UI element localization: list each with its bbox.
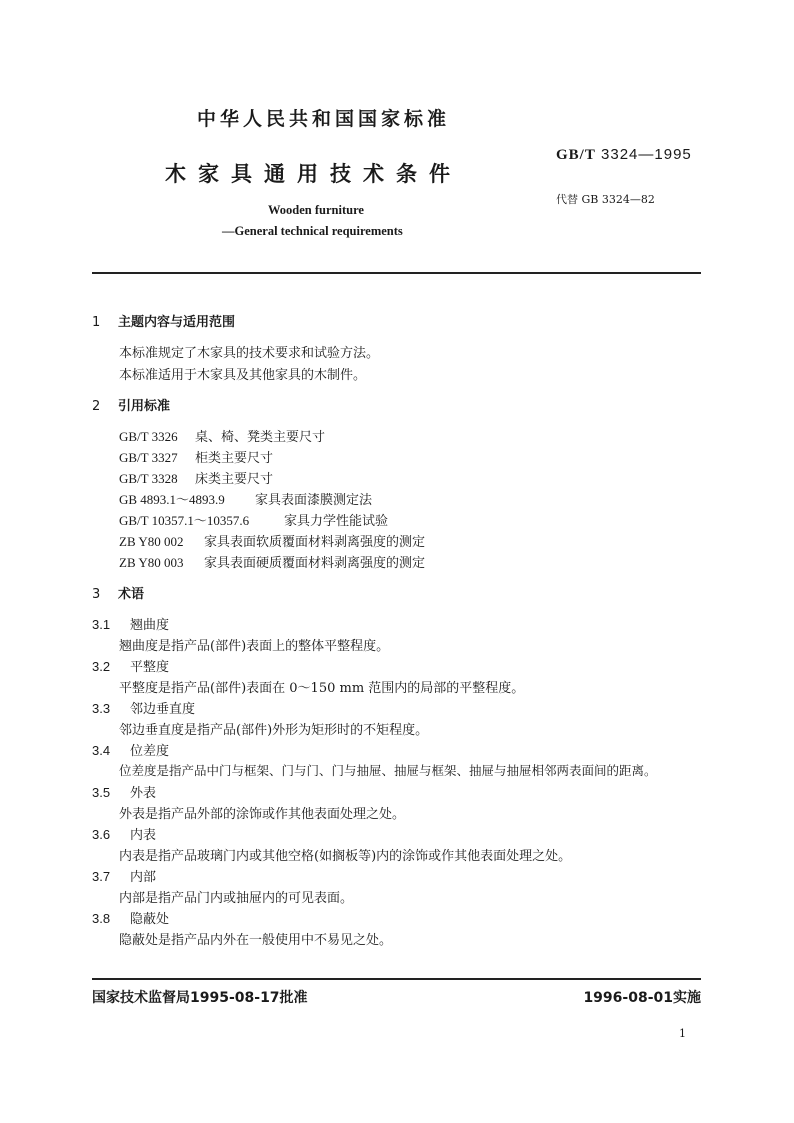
reference-title: 家具表面漆膜测定法: [255, 493, 373, 508]
reference-item: [119, 489, 372, 508]
term-number: 3.6: [92, 827, 111, 842]
term-definition: 内部是指产品门内或抽屉内的可见表面。: [119, 891, 354, 906]
standard-code-prefix: GB/T: [556, 147, 596, 163]
term-number: 3.5: [92, 785, 111, 800]
term-heading: [92, 782, 156, 801]
reference-code: GB/T 3327: [119, 450, 178, 465]
header-divider: [92, 272, 701, 274]
term-name: 外表: [130, 786, 157, 801]
section-title: 术语: [118, 587, 145, 602]
reference-code: ZB Y80 002: [119, 534, 184, 549]
section-number: 1: [92, 315, 101, 330]
term-name: 翘曲度: [130, 618, 170, 633]
section-title: 引用标准: [118, 399, 171, 414]
term-number: 3.7: [92, 869, 111, 884]
term-definition: 外表是指产品外部的涂饰或作其他表面处理之处。: [119, 807, 406, 822]
term-definition: 邻边垂直度是指产品(部件)外形为矩形时的不矩程度。: [119, 723, 429, 738]
term-name: 位差度: [130, 744, 170, 759]
reference-item: [119, 426, 325, 445]
reference-item: [119, 531, 425, 550]
term-heading: [92, 866, 156, 885]
reference-code: GB 4893.1～4893.9: [119, 492, 225, 507]
term-definition: 翘曲度是指产品(部件)表面上的整体平整程度。: [119, 639, 390, 654]
reference-item: [119, 552, 425, 571]
reference-code: GB/T 3326: [119, 429, 178, 444]
reference-item: [119, 447, 273, 466]
term-name: 平整度: [130, 660, 170, 675]
document-title: 木家具通用技术条件: [165, 162, 462, 186]
section-heading: [92, 395, 170, 414]
reference-title: 床类主要尺寸: [195, 472, 274, 487]
paragraph: 本标准适用于木家具及其他家具的木制件。: [119, 368, 367, 383]
effective-date: 1996-08-01实施: [583, 990, 701, 1006]
section-number: 2: [92, 399, 101, 414]
term-name: 内部: [130, 870, 157, 885]
term-name: 邻边垂直度: [130, 702, 196, 717]
page-number: 1: [679, 1027, 686, 1040]
reference-code: ZB Y80 003: [119, 555, 184, 570]
reference-title: 桌、椅、凳类主要尺寸: [195, 430, 326, 445]
reference-title: 家具力学性能试验: [284, 514, 389, 529]
term-number: 3.4: [92, 743, 111, 758]
term-definition: 位差度是指产品中门与框架、门与门、门与抽屉、抽屉与框架、抽屉与抽屉相邻两表面间的距离。: [119, 763, 657, 778]
reference-item: [119, 510, 388, 529]
term-heading: [92, 656, 169, 675]
replaces-note: 代替 GB 3324—82: [556, 193, 655, 206]
term-heading: [92, 614, 169, 633]
term-definition: 平整度是指产品(部件)表面在 0～150 mm 范围内的局部的平整程度。: [119, 681, 525, 696]
section-title: 主题内容与适用范围: [118, 315, 236, 330]
term-heading: [92, 908, 169, 927]
section-number: 3: [92, 587, 101, 602]
reference-item: [119, 468, 273, 487]
term-heading: [92, 698, 195, 717]
term-definition: 内表是指产品玻璃门内或其他空格(如搁板等)内的涂饰或作其他表面处理之处。: [119, 849, 572, 864]
reference-title: 家具表面硬质覆面材料剥离强度的测定: [204, 556, 426, 571]
section-heading: [92, 311, 235, 330]
standard-code: [556, 146, 692, 164]
term-heading: [92, 824, 156, 843]
standard-code-number: 3324—1995: [601, 146, 692, 163]
term-number: 3.2: [92, 659, 111, 674]
term-name: 隐蔽处: [130, 912, 170, 927]
footer-divider: [92, 978, 701, 980]
term-definition: 隐蔽处是指产品内外在一般使用中不易见之处。: [119, 933, 393, 948]
term-number: 3.1: [92, 617, 111, 632]
section-heading: [92, 583, 144, 602]
paragraph: 本标准规定了木家具的技术要求和试验方法。: [119, 346, 380, 361]
english-title: Wooden furniture: [268, 203, 364, 217]
term-name: 内表: [130, 828, 157, 843]
reference-title: 家具表面软质覆面材料剥离强度的测定: [204, 535, 426, 550]
standard-name: 中华人民共和国国家标准: [197, 108, 451, 130]
term-number: 3.3: [92, 701, 111, 716]
english-subtitle: —General technical requirements: [222, 224, 403, 238]
approval-note: 国家技术监督局1995-08-17批准: [92, 990, 308, 1006]
term-heading: [92, 740, 169, 759]
term-number: 3.8: [92, 911, 111, 926]
reference-title: 柜类主要尺寸: [195, 451, 274, 466]
reference-code: GB/T 3328: [119, 471, 178, 486]
reference-code: GB/T 10357.1～10357.6: [119, 513, 250, 528]
